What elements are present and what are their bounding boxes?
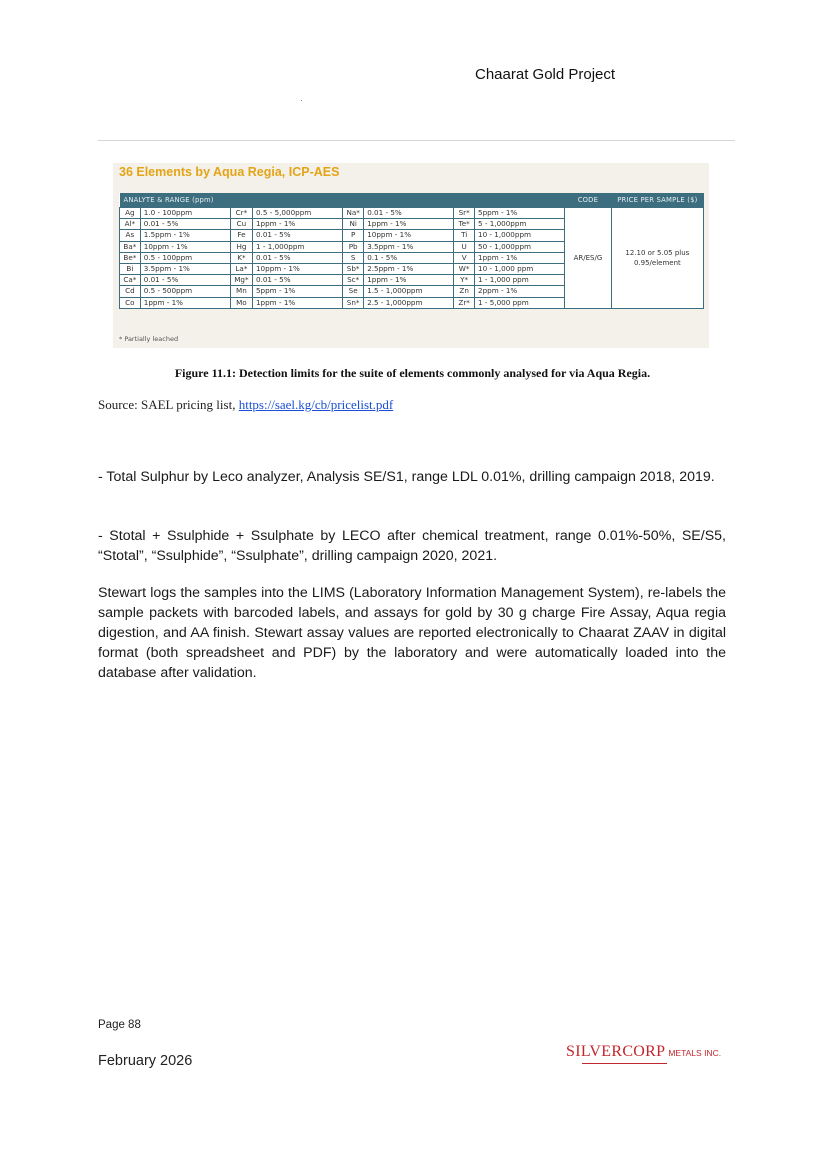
element-range: 10 - 1,000ppm (475, 230, 565, 241)
element-range: 10ppm - 1% (252, 263, 342, 274)
element-range: 0.5 - 5,000ppm (252, 208, 342, 219)
element-range: 50 - 1,000ppm (475, 241, 565, 252)
element-symbol: Zn (454, 286, 475, 297)
price-table (119, 193, 704, 309)
element-symbol: S (343, 252, 364, 263)
element-symbol: V (454, 252, 475, 263)
element-symbol: Ti (454, 230, 475, 241)
source-line (98, 397, 393, 413)
element-symbol: U (454, 241, 475, 252)
element-range: 2.5ppm - 1% (364, 263, 454, 274)
element-range: 1.5 - 1,000ppm (364, 286, 454, 297)
method-code: AR/ES/G (565, 208, 612, 309)
element-range: 1ppm - 1% (252, 219, 342, 230)
silvercorp-logo (566, 1043, 721, 1061)
element-symbol: Se (343, 286, 364, 297)
element-symbol: Sr* (454, 208, 475, 219)
element-range: 1ppm - 1% (364, 219, 454, 230)
element-symbol: Cr* (230, 208, 252, 219)
element-symbol: Sn* (343, 297, 364, 308)
element-symbol: Zr* (454, 297, 475, 308)
element-symbol: Ag (120, 208, 141, 219)
header-price: PRICE PER SAMPLE ($) (611, 193, 703, 208)
price-per-sample: 12.10 or 5.05 plus 0.95/element (611, 208, 703, 309)
element-symbol: P (343, 230, 364, 241)
element-symbol: Cd (120, 286, 141, 297)
element-range: 1.0 - 100ppm (140, 208, 230, 219)
paragraph-stotal: - Stotal + Ssulphide + Ssulphate by LECO after chemical treatment, range 0.01%-50%, SE/S5, “Stotal”, “Ssulphide”, “Ssulphate”, drilling campaign 2020, 2021. (98, 528, 726, 564)
element-range: 2ppm - 1% (475, 286, 565, 297)
element-range: 5 - 1,000ppm (475, 219, 565, 230)
paragraph-total-sulphur: - Total Sulphur by Leco analyzer, Analysis SE/S1, range LDL 0.01%, drilling campaign 2018, 2019. (98, 469, 715, 485)
document-date: February 2026 (98, 1053, 193, 1069)
source-prefix: Source: SAEL pricing list, (98, 397, 239, 412)
figure-footnote: * Partially leached (119, 335, 179, 343)
element-range: 0.5 - 500ppm (140, 286, 230, 297)
element-range: 0.01 - 5% (364, 208, 454, 219)
element-symbol: Al* (120, 219, 141, 230)
element-range: 1ppm - 1% (140, 297, 230, 308)
table-header-row (120, 193, 704, 208)
header-code: CODE (565, 193, 612, 208)
element-symbol: W* (454, 263, 475, 274)
element-range: 1ppm - 1% (252, 297, 342, 308)
header-analyte: ANALYTE & RANGE (ppm) (120, 193, 565, 208)
logo-wordmark: SILVERCORP (566, 1043, 666, 1060)
element-symbol: Be* (120, 252, 141, 263)
element-symbol: Fe (230, 230, 252, 241)
element-symbol: Ba* (120, 241, 141, 252)
element-range: 3.5ppm - 1% (364, 241, 454, 252)
header-title: Chaarat Gold Project (475, 66, 616, 83)
element-symbol: As (120, 230, 141, 241)
element-range: 1 - 1,000ppm (252, 241, 342, 252)
element-symbol: Mg* (230, 275, 252, 286)
stray-dot (301, 100, 302, 101)
header-divider (98, 140, 735, 141)
element-range: 0.01 - 5% (140, 219, 230, 230)
table-row (120, 208, 704, 219)
element-range: 1ppm - 1% (475, 252, 565, 263)
element-range: 5ppm - 1% (475, 208, 565, 219)
element-symbol: Bi (120, 263, 141, 274)
page-number: Page 88 (98, 1019, 141, 1031)
element-symbol: Na* (343, 208, 364, 219)
element-range: 1.5ppm - 1% (140, 230, 230, 241)
element-range: 5ppm - 1% (252, 286, 342, 297)
element-symbol: La* (230, 263, 252, 274)
element-symbol: Hg (230, 241, 252, 252)
element-range: 1 - 1,000 ppm (475, 275, 565, 286)
element-symbol: Pb (343, 241, 364, 252)
element-range: 10ppm - 1% (364, 230, 454, 241)
paragraph-stewart-logs: Stewart logs the samples into the LIMS (Laboratory Information Management System), re-labels the sample packets with barcoded labels, and assays for gold by 30 g charge Fire Assay, Aqua regia digestion, and AA finish. Stewart assay values are reported electronically to Chaarat ZAAV in digital format (both spreadsheet and PDF) by the laboratory and were automatically loaded into the database after validation. (98, 585, 726, 681)
element-range: 0.01 - 5% (252, 252, 342, 263)
element-range: 1ppm - 1% (364, 275, 454, 286)
element-symbol: Ni (343, 219, 364, 230)
element-range: 3.5ppm - 1% (140, 263, 230, 274)
figure-title: 36 Elements by Aqua Regia, ICP-AES (119, 165, 340, 179)
element-symbol: Y* (454, 275, 475, 286)
element-range: 2.5 - 1,000ppm (364, 297, 454, 308)
logo-underline (582, 1063, 667, 1064)
element-range: 10ppm - 1% (140, 241, 230, 252)
element-symbol: Ca* (120, 275, 141, 286)
element-symbol: Mn (230, 286, 252, 297)
logo-subtext: METALS INC. (668, 1048, 722, 1058)
element-symbol: Te* (454, 219, 475, 230)
element-symbol: Cu (230, 219, 252, 230)
element-symbol: K* (230, 252, 252, 263)
element-range: 10 - 1,000 ppm (475, 263, 565, 274)
element-symbol: Mo (230, 297, 252, 308)
element-symbol: Co (120, 297, 141, 308)
source-link[interactable]: https://sael.kg/cb/pricelist.pdf (238, 397, 394, 412)
element-symbol: Sc* (343, 275, 364, 286)
element-range: 0.01 - 5% (252, 275, 342, 286)
element-range: 0.5 - 100ppm (140, 252, 230, 263)
figure-caption: Figure 11.1: Detection limits for the suite of elements commonly analysed for via Aqua Regia. (174, 366, 651, 380)
element-range: 0.1 - 5% (364, 252, 454, 263)
element-symbol: Sb* (343, 263, 364, 274)
table-body (120, 208, 704, 309)
element-range: 0.01 - 5% (140, 275, 230, 286)
element-range: 1 - 5,000 ppm (475, 297, 565, 308)
element-range: 0.01 - 5% (252, 230, 342, 241)
figure-image (113, 163, 709, 348)
